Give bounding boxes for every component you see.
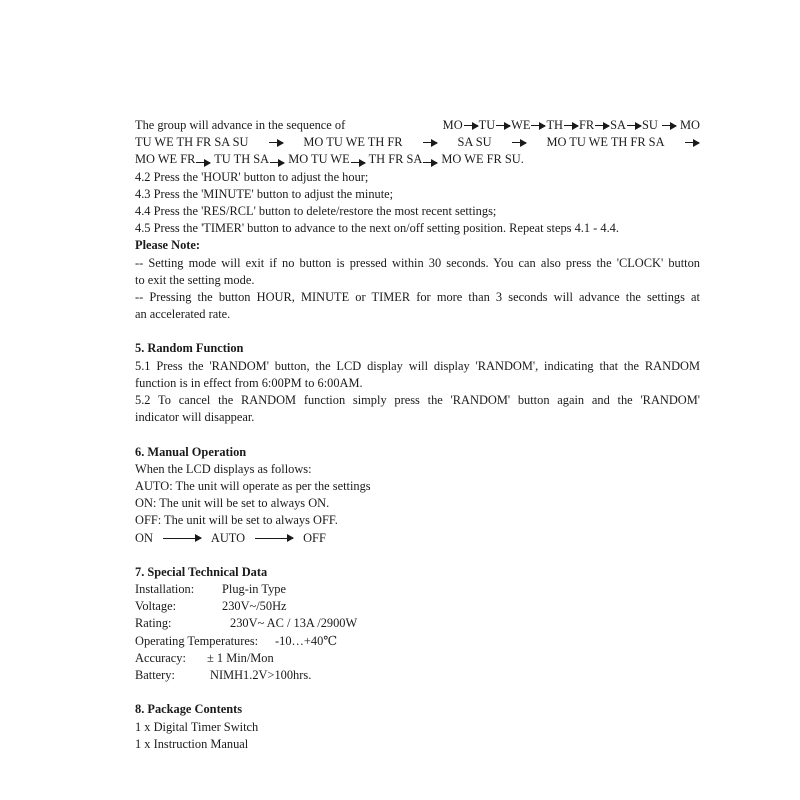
manual-line: ON: The unit will be set to always ON.	[135, 496, 330, 511]
arrow-icon	[423, 162, 437, 163]
tech-row-installation	[135, 581, 700, 598]
day: TH	[546, 118, 563, 132]
arrow-icon	[464, 125, 478, 126]
mode-on: ON	[135, 530, 153, 545]
package-heading: 8. Package Contents	[135, 702, 243, 717]
day: TU	[478, 118, 496, 132]
random-line: 5.1 Press the 'RANDOM' button, the LCD display will display 'RANDOM', indicating that the RANDOM	[135, 358, 700, 373]
note-heading: Please Note:	[135, 238, 201, 253]
arrow-icon	[269, 142, 283, 143]
arrow-icon	[196, 162, 210, 163]
spec-value: -10…+40℃	[275, 633, 338, 648]
day: FR	[578, 118, 595, 132]
day: MO	[680, 118, 700, 132]
manual-line: When the LCD displays as follows:	[135, 461, 312, 476]
step-4-4: 4.4 Press the 'RES/RCL' button to delete/restore the most recent settings;	[135, 203, 497, 218]
arrow-icon	[595, 125, 609, 126]
spec-label: Installation:	[135, 582, 195, 597]
mode-cycle	[135, 530, 700, 547]
spec-value: NIMH1.2V>100hrs.	[210, 668, 312, 682]
spec-label: Battery:	[135, 668, 175, 682]
tech-heading: 7. Special Technical Data	[135, 564, 268, 579]
sequence-days-1	[443, 117, 700, 134]
day-group: MO TU WE TH FR SA	[546, 135, 665, 150]
step-4-2: 4.2 Press the 'HOUR' button to adjust the hour;	[135, 169, 369, 184]
manual-line: AUTO: The unit will operate as per the settings	[135, 478, 371, 493]
sequence-line-3	[135, 151, 700, 168]
sequence-intro: The group will advance in the sequence of	[135, 118, 346, 132]
arrow-icon	[255, 538, 293, 539]
step-4-3: 4.3 Press the 'MINUTE' button to adjust the minute;	[135, 186, 394, 201]
random-line: 5.2 To cancel the RANDOM function simply press the 'RANDOM' button again and the 'RANDOM'	[135, 393, 700, 407]
arrow-icon	[496, 125, 510, 126]
arrow-icon	[685, 142, 699, 143]
day-group: TH FR SA	[368, 152, 423, 167]
sequence-line-2	[135, 134, 700, 151]
day: SA	[610, 118, 626, 132]
spec-value: 230V~/50Hz	[222, 599, 287, 614]
day-group: MO WE FR SU.	[441, 152, 524, 167]
package-item: 1 x Digital Timer Switch	[135, 719, 259, 734]
mode-auto: AUTO	[210, 530, 246, 545]
mode-off: OFF	[303, 530, 326, 545]
step-4-5: 4.5 Press the 'TIMER' button to advance to the next on/off setting position. Repeat steps 4.1 - 4.4.	[135, 221, 619, 236]
day-group: MO TU WE	[288, 152, 350, 167]
note-line: -- Pressing the button HOUR, MINUTE or TIMER for more than 3 seconds will advance the settings at	[135, 289, 700, 304]
day-group: MO WE FR	[135, 152, 196, 167]
note-line: -- Setting mode will exit if no button is pressed within 30 seconds. You can also press the 'CLOCK' button	[135, 255, 700, 270]
instruction-manual-page	[135, 117, 700, 753]
arrow-icon	[564, 125, 578, 126]
arrow-icon	[270, 162, 284, 163]
manual-heading: 6. Manual Operation	[135, 444, 247, 459]
tech-row-accuracy	[135, 650, 700, 667]
arrow-icon	[662, 125, 676, 126]
arrow-icon	[163, 538, 201, 539]
arrow-icon	[531, 125, 545, 126]
day-group: MO TU WE TH FR	[303, 135, 403, 150]
random-line: function is in effect from 6:00PM to 6:00AM.	[135, 375, 363, 390]
spec-label: Rating:	[135, 616, 172, 631]
random-heading: 5. Random Function	[135, 341, 244, 356]
arrow-icon	[627, 125, 641, 126]
tech-row-battery	[135, 667, 700, 684]
day: MO	[442, 118, 463, 132]
manual-line: OFF: The unit will be set to always OFF.	[135, 513, 338, 528]
sequence-line-1	[135, 117, 700, 134]
arrow-icon	[512, 142, 526, 143]
spec-label: Accuracy:	[135, 650, 186, 665]
note-line: an accelerated rate.	[135, 307, 231, 322]
spec-label: Operating Temperatures:	[135, 633, 259, 648]
day: SU	[641, 118, 658, 132]
spec-value: ± 1 Min/Mon	[207, 650, 274, 665]
random-line: indicator will disappear.	[135, 410, 255, 425]
day: WE	[511, 118, 531, 132]
package-item: 1 x Instruction Manual	[135, 736, 249, 751]
arrow-icon	[423, 142, 437, 143]
spec-value: 230V~ AC / 13A /2900W	[230, 616, 358, 631]
tech-row-rating	[135, 615, 700, 632]
day-group: TU TH SA	[214, 152, 270, 167]
day-group: TU WE TH FR SA SU	[135, 135, 249, 150]
arrow-icon	[351, 162, 365, 163]
note-line: to exit the setting mode.	[135, 272, 255, 287]
tech-row-voltage	[135, 598, 700, 615]
spec-label: Voltage:	[135, 599, 177, 614]
spec-value: Plug-in Type	[222, 582, 286, 597]
day-group: SA SU	[457, 135, 492, 150]
tech-row-temperature	[135, 633, 700, 650]
